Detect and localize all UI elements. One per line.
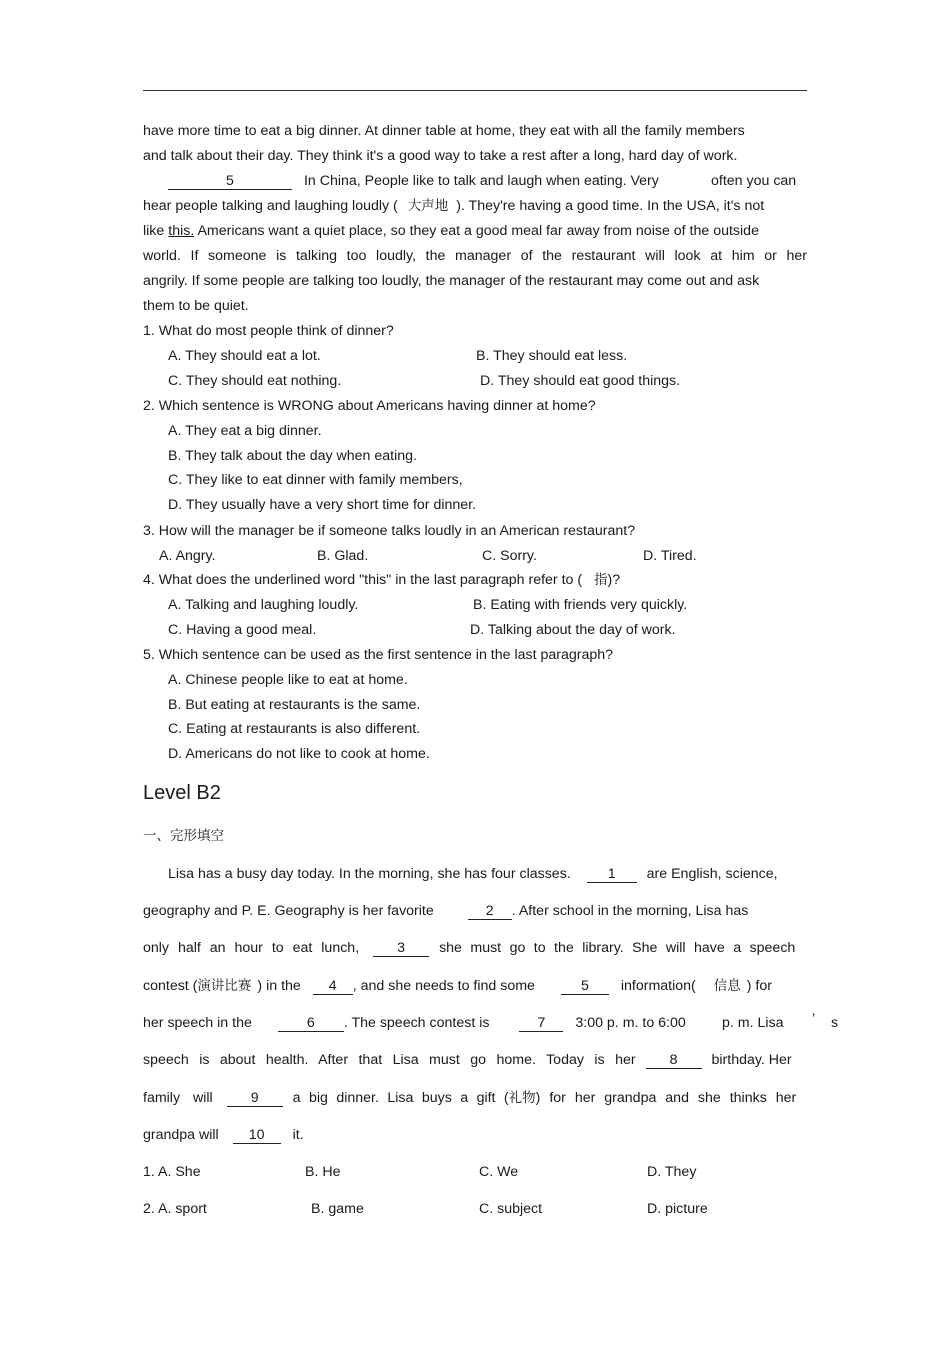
option: D. Americans do not like to cook at home. — [168, 746, 430, 762]
passage-line: them to be quiet. — [143, 298, 249, 314]
blank-9: 9 — [227, 1091, 283, 1107]
option: B. They should eat less. — [476, 348, 628, 364]
cloze-line: family will 9 a big dinner. Lisa buys a gift (礼物) for her grandpa and she thinks her — [143, 1090, 797, 1106]
underlined-this: this. — [168, 223, 195, 239]
option: C. Having a good meal. — [168, 622, 317, 638]
blank-3: 3 — [373, 941, 429, 957]
option: B. game — [311, 1201, 364, 1217]
option: D. They — [647, 1164, 697, 1180]
option: A. Angry. — [159, 548, 216, 564]
option: C. They like to eat dinner with family members, — [168, 472, 463, 488]
blank-5: 5 — [561, 979, 609, 995]
passage-line: have more time to eat a big dinner. At dinner table at home, they eat with all the family members — [143, 123, 745, 139]
option: D. They should eat good things. — [480, 373, 681, 389]
blank-4: 4 — [313, 979, 353, 995]
blank-1: 1 — [587, 867, 637, 883]
option: B. Glad. — [317, 548, 369, 564]
passage-line: world. If someone is talking too loudly, the manager of the restaurant will look at him or her — [143, 248, 807, 264]
section-heading: Level B2 — [143, 782, 221, 804]
option: A. Talking and laughing loudly. — [168, 597, 359, 613]
question-4: 4. What does the underlined word "this" in the last paragraph refer to ( 指)? — [143, 572, 621, 588]
option: D. Tired. — [643, 548, 697, 564]
cloze-line: speech is about health. After that Lisa must go home. Today is her 8 birthday. Her — [143, 1052, 792, 1068]
question-5: 5. Which sentence can be used as the first sentence in the last paragraph? — [143, 647, 614, 663]
cloze-line: Lisa has a busy day today. In the morning, she has four classes. 1 are English, science, — [168, 866, 778, 882]
option: D. They usually have a very short time for dinner. — [168, 497, 477, 513]
option: A. They should eat a lot. — [168, 348, 321, 364]
option: C. subject — [479, 1201, 543, 1217]
passage-line: often you can — [711, 173, 797, 189]
cloze-line: geography and P. E. Geography is her favorite 2 . After school in the morning, Lisa has — [143, 903, 749, 919]
blank-6: 6 — [278, 1016, 344, 1032]
cloze-line: contest (演讲比赛 ) in the 4 , and she needs to find some 5 information( 信息 ) for — [143, 978, 772, 994]
option: C. Eating at restaurants is also different. — [168, 721, 421, 737]
option: B. Eating with friends very quickly. — [473, 597, 688, 613]
option: D. Talking about the day of work. — [470, 622, 676, 638]
option: 2. A. sport — [143, 1201, 207, 1217]
option: B. He — [305, 1164, 341, 1180]
option: C. Sorry. — [482, 548, 537, 564]
passage-line: 5 In China, People like to talk and laugh when eating. Very — [168, 172, 659, 190]
option: C. They should eat nothing. — [168, 373, 342, 389]
option: A. Chinese people like to eat at home. — [168, 672, 408, 688]
cloze-line: grandpa will 10 it. — [143, 1127, 304, 1143]
cloze-line: her speech in the 6 . The speech contest is 7 3:00 p. m. to 6:00 — [143, 1015, 686, 1031]
section-subtitle: 一、完形填空 — [143, 828, 224, 844]
option: C. We — [479, 1164, 519, 1180]
blank-2: 2 — [468, 904, 512, 920]
option: A. They eat a big dinner. — [168, 423, 322, 439]
question-3: 3. How will the manager be if someone talks loudly in an American restaurant? — [143, 523, 636, 539]
blank-5: 5 — [168, 174, 292, 190]
option: D. picture — [647, 1201, 708, 1217]
cloze-text: s — [831, 1015, 839, 1031]
cloze-line: only half an hour to eat lunch, 3 she must go to the library. She will have a speech — [143, 940, 796, 956]
passage-line: like this. Americans want a quiet place, so they eat a good meal far away from noise of the outside — [143, 223, 759, 239]
option: B. But eating at restaurants is the same. — [168, 697, 421, 713]
blank-8: 8 — [646, 1053, 702, 1069]
option: B. They talk about the day when eating. — [168, 448, 417, 464]
passage-line: angrily. If some people are talking too loudly, the manager of the restaurant may come out and ask — [143, 273, 760, 289]
header-rule — [143, 90, 807, 91]
passage-line: hear people talking and laughing loudly ( 大声地 ). They're having a good time. In the USA, it's not — [143, 198, 765, 214]
cloze-text: p. m. Lisa — [722, 1015, 784, 1031]
blank-7: 7 — [519, 1016, 563, 1032]
option: 1. A. She — [143, 1164, 201, 1180]
passage-line: and talk about their day. They think it's a good way to take a rest after a long, hard day of work. — [143, 148, 738, 164]
cloze-text: ’ — [812, 1011, 816, 1027]
question-1: 1. What do most people think of dinner? — [143, 323, 394, 339]
blank-10: 10 — [233, 1128, 281, 1144]
question-2: 2. Which sentence is WRONG about Americans having dinner at home? — [143, 398, 596, 414]
